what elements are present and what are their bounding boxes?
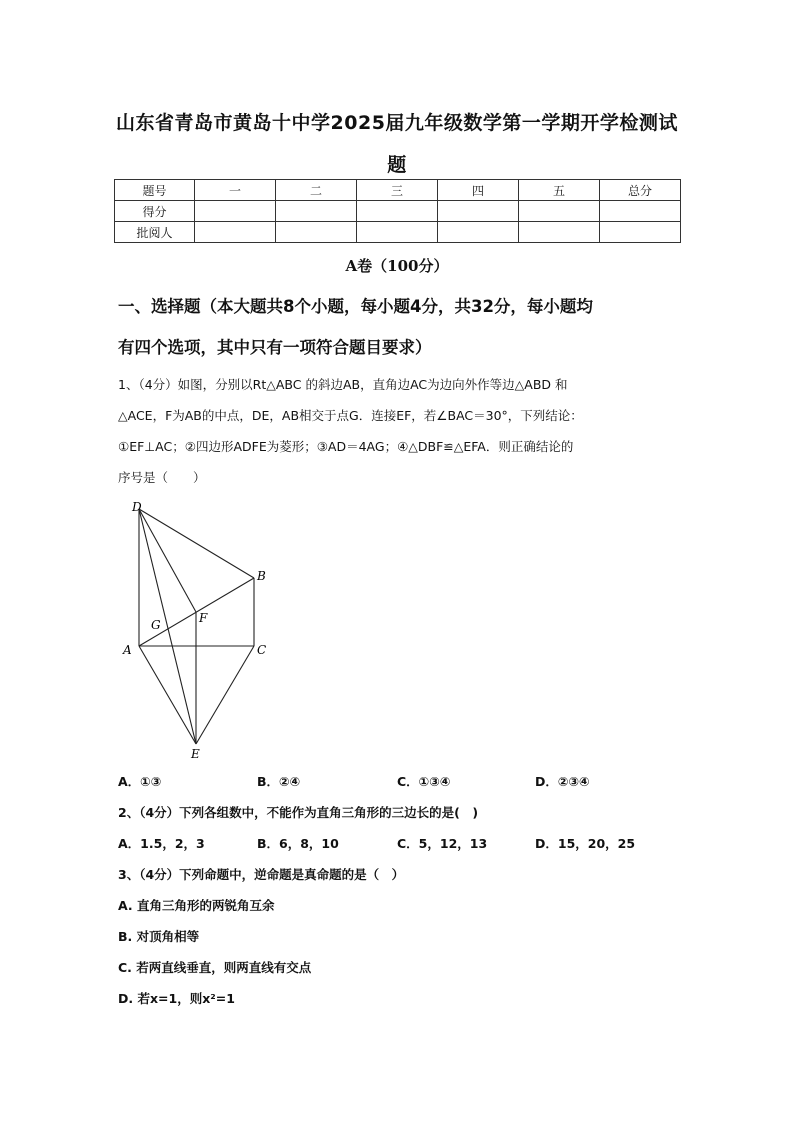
score-table — [114, 179, 681, 243]
score-input-cell[interactable] — [438, 201, 519, 222]
segment-DE — [139, 509, 196, 744]
label-B: B — [257, 569, 266, 583]
document-title-line1: 山东省青岛市黄岛十中学2025届九年级数学第一学期开学检测试 — [116, 112, 678, 134]
score-table-cell: 四 — [438, 180, 519, 201]
q2-option-b[interactable]: B．6，8，10 — [257, 836, 339, 851]
score-table-cell: 题号 — [115, 180, 195, 201]
q1-stem-line3: ①EF⊥AC；②四边形ADFE为菱形；③AD＝4AG；④△DBF≌△EFA．则正确结论的 — [118, 439, 574, 454]
q2-option-c[interactable]: C．5，12，13 — [397, 836, 488, 851]
q1-stem-line4: 序号是（ ） — [118, 470, 206, 485]
section-a-heading: A卷（100分） — [345, 257, 449, 275]
grader-input-cell[interactable] — [438, 222, 519, 243]
score-table-cell: 得分 — [115, 201, 195, 222]
q2-option-a[interactable]: A．1.5，2，3 — [118, 836, 205, 851]
score-table-cell: 二 — [276, 180, 357, 201]
q3-option-d[interactable]: D. 若x=1，则x²=1 — [118, 991, 235, 1006]
label-C: C — [257, 643, 267, 657]
score-table-cell: 总分 — [600, 180, 681, 201]
segment-DB — [139, 509, 254, 578]
segment-AE — [139, 646, 196, 744]
q1-stem-line2: △ACE，F为AB的中点，DE，AB相交于点G．连接EF，若∠BAC＝30°，下列结论： — [118, 408, 583, 423]
score-table-cell: 五 — [519, 180, 600, 201]
score-input-cell[interactable] — [195, 201, 276, 222]
part1-heading-line2: 有四个选项，其中只有一项符合题目要求） — [118, 338, 432, 357]
q3-option-b[interactable]: B. 对顶角相等 — [118, 929, 200, 944]
score-input-cell[interactable] — [276, 201, 357, 222]
score-table-row — [115, 222, 681, 243]
q1-option-b[interactable]: B．②④ — [257, 774, 301, 789]
score-table-cell: 一 — [195, 180, 276, 201]
score-input-cell[interactable] — [519, 201, 600, 222]
q3-option-c[interactable]: C. 若两直线垂直，则两直线有交点 — [118, 960, 312, 975]
q1-geometry-figure — [110, 492, 290, 762]
q2-stem: 2、（4分）下列各组数中，不能作为直角三角形的三边长的是( ) — [118, 805, 479, 820]
score-input-cell[interactable] — [600, 201, 681, 222]
label-F: F — [199, 611, 208, 625]
part1-heading-line1: 一、选择题（本大题共8个小题，每小题4分，共32分，每小题均 — [118, 297, 593, 316]
grader-input-cell[interactable] — [276, 222, 357, 243]
segment-DF — [139, 509, 196, 612]
document-title-line2: 题 — [387, 154, 407, 176]
grader-input-cell[interactable] — [519, 222, 600, 243]
label-E: E — [191, 747, 200, 761]
q1-option-c[interactable]: C．①③④ — [397, 774, 451, 789]
q1-stem-line1: 1、（4分）如图，分别以Rt△ABC 的斜边AB，直角边AC为边向外作等边△ABD 和 — [118, 377, 568, 392]
q1-option-a[interactable]: A．①③ — [118, 774, 162, 789]
score-input-cell[interactable] — [357, 201, 438, 222]
q3-option-a[interactable]: A. 直角三角形的两锐角互余 — [118, 898, 275, 913]
label-G: G — [151, 618, 161, 632]
q3-stem: 3、（4分）下列命题中，逆命题是真命题的是（ ） — [118, 867, 405, 882]
label-A: A — [123, 643, 132, 657]
segment-CE — [196, 646, 254, 744]
grader-input-cell[interactable] — [357, 222, 438, 243]
label-D: D — [132, 500, 142, 514]
q1-option-d[interactable]: D．②③④ — [535, 774, 590, 789]
score-table-header-row — [115, 180, 681, 201]
grader-input-cell[interactable] — [600, 222, 681, 243]
grader-input-cell[interactable] — [195, 222, 276, 243]
score-table-cell: 三 — [357, 180, 438, 201]
q2-option-d[interactable]: D．15，20，25 — [535, 836, 636, 851]
score-table-cell: 批阅人 — [115, 222, 195, 243]
score-table-row — [115, 201, 681, 222]
